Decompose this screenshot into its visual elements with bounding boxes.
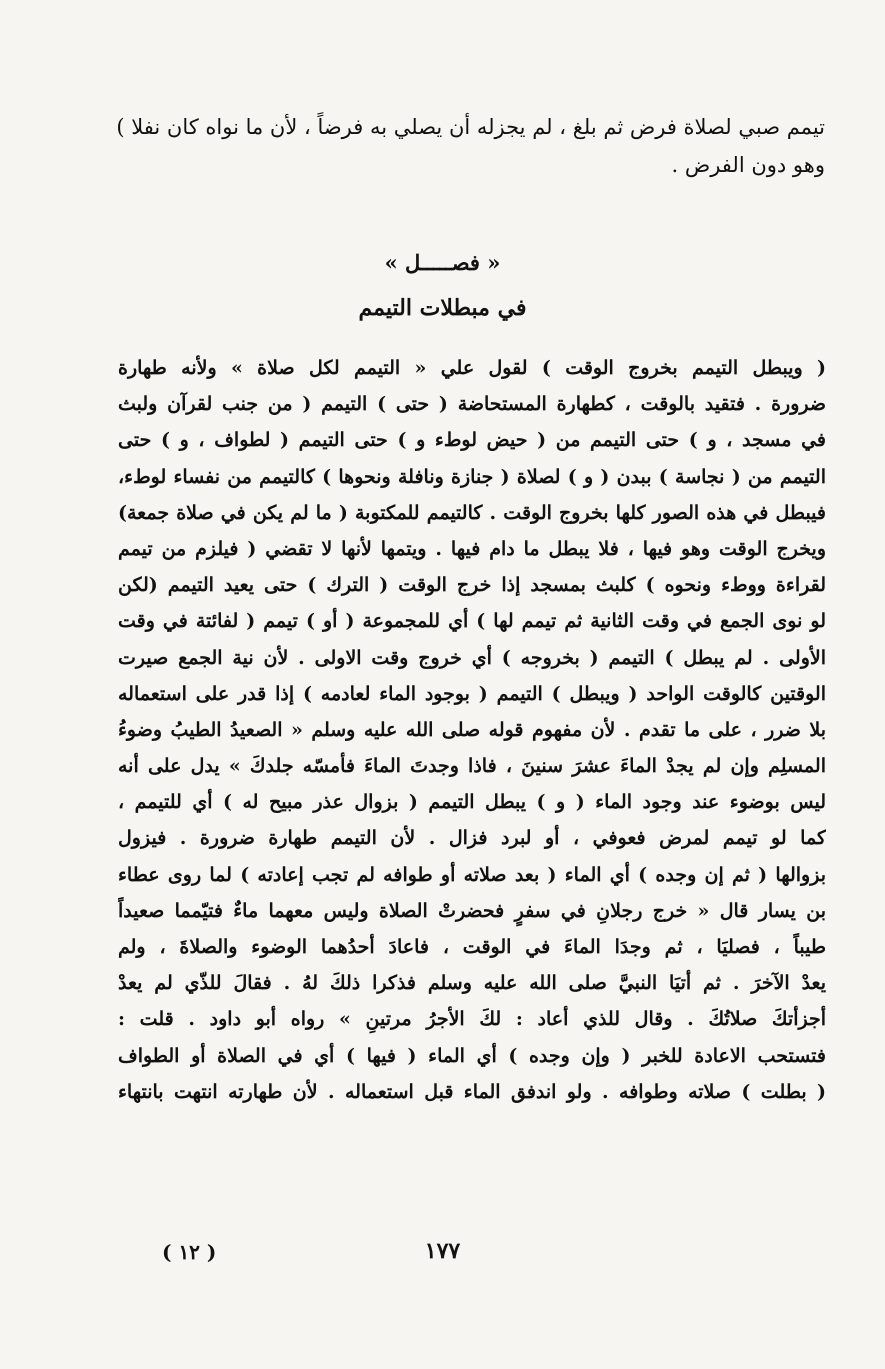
body-line: الوقتين كالوقت الواحد ( ويبطل ) التيمم ( بوجود الماء لعادمه ) إذا قدر على استعماله: [118, 682, 826, 705]
body-line: طيباً ، فصليَا ، ثم وجدَا الماءَ في الوقت ، فاعادَ أحدُهما الوضوء والصلاةَ ، ولم: [118, 936, 826, 958]
body-line: كما لو تيمم لمرض فعوفي ، أو لبرد فزال . لأن التيمم طهارة ضرورة . فيزول: [118, 827, 826, 850]
intro-line: تيمم صبي لصلاة فرض ثم بلغ ، لم يجزله أن يصلي به فرضاً ، لأن ما نواه كان نفلا ): [116, 115, 825, 139]
body-line: لو نوى الجمع في وقت الثانية ثم تيمم لها ) أي للمجموعة ( أو ) تيمم ( لفائتة في وقت: [118, 610, 826, 633]
body-line: فتستحب الاعادة للخبر ( وإن وجده ) أي الماء ( فيها ) أي في الصلاة أو الطواف: [118, 1044, 826, 1067]
body-line: التيمم من ( نجاسة ) ببدن ( و ) لصلاة ( جنازة ونافلة ونحوها ) كالتيمم من نفساء لوطء،: [118, 465, 826, 488]
page-number: ١٧٧: [424, 1238, 461, 1264]
intro-line: وهو دون الفرض .: [671, 153, 825, 177]
body-line: أجزأتكَ صلاتُكَ . وقال للذي أعاد : لكَ الأجرُ مرتينِ » رواه أبو داود . قلت :: [118, 1008, 826, 1031]
section-title: « فصـــــل »: [384, 250, 501, 275]
intro-paragraph: [105, 108, 825, 184]
body-line: يعدْ الآخرَ . ثم أتيَا النبيَّ صلى الله عليه وسلم فذكرا ذلكَ لهُ . فقالَ للذّي لم يعدْ: [118, 972, 826, 995]
body-line: فيبطل في هذه الصور كلها بخروج الوقت . كالتيمم للمكتوبة ( ما لم يكن في صلاة جمعة): [118, 501, 826, 524]
body-line: الأولى . لم يبطل ) التيمم ( بخروجه ) أي خروج وقت الاولى . لأن نية الجمع صيرت: [118, 646, 826, 669]
section-subtitle: في مبطلات التيمم: [358, 295, 527, 321]
signature-mark: ( ١٢ ): [162, 1240, 217, 1264]
body-line: ويخرج الوقت وهو فيها ، فلا يبطل ما دام فيها . ويتمها لأنها لا تقضي ( فيلزم من تيمم: [118, 537, 826, 560]
body-line: ( بطلت ) صلاته وطوافه . ولو اندفق الماء قبل استعماله . لأن طهارته انتهت بانتهاء: [118, 1080, 826, 1103]
body-line: ( ويبطل التيمم بخروج الوقت ) لقول علي « التيمم لكل صلاة » ولأنه طهارة: [118, 357, 826, 379]
body-line: بزوالها ( ثم إن وجده ) أي الماء ( بعد صلاته أو طوافه لم تجب إعادته ) لما روى عطاء: [118, 863, 826, 886]
body-line: ليس بوضوء عند وجود الماء ( و ) يبطل التيمم ( بزوال عذر مبيح له ) أي للتيمم ،: [118, 791, 826, 814]
body-line: بلا ضرر ، على ما تقدم . لأن مفهوم قوله صلى الله عليه وسلم « الصعيدُ الطيبُ وضوءُ: [118, 718, 826, 741]
body-line: المسلِم وإن لم يجدْ الماءَ عشرَ سنينَ ، فاذا وجدتَ الماءَ فأمسّه جلدكَ » يدل على أنه: [118, 755, 826, 778]
body-line: لقراءة ووطء ونحوه ) كلبث بمسجد إذا خرج الوقت ( الترك ) حتى يعيد التيمم (لكن: [118, 574, 826, 597]
body-line: ضرورة . فتقيد بالوقت ، كطهارة المستحاضة ( حتى ) التيمم ( من جنب لقرآن ولبث: [118, 393, 826, 416]
body-line: في مسجد ، و ) حتى التيمم من ( حيض لوطء و ) حتى التيمم ( لطواف ، و ) حتى: [118, 429, 826, 452]
body-paragraph: [118, 350, 826, 1110]
body-line: بن يسار قال « خرج رجلانِ في سفرٍ فحضرتْ الصلاة وليس معهما ماءٌ فتيّمما صعيداً: [118, 899, 826, 922]
